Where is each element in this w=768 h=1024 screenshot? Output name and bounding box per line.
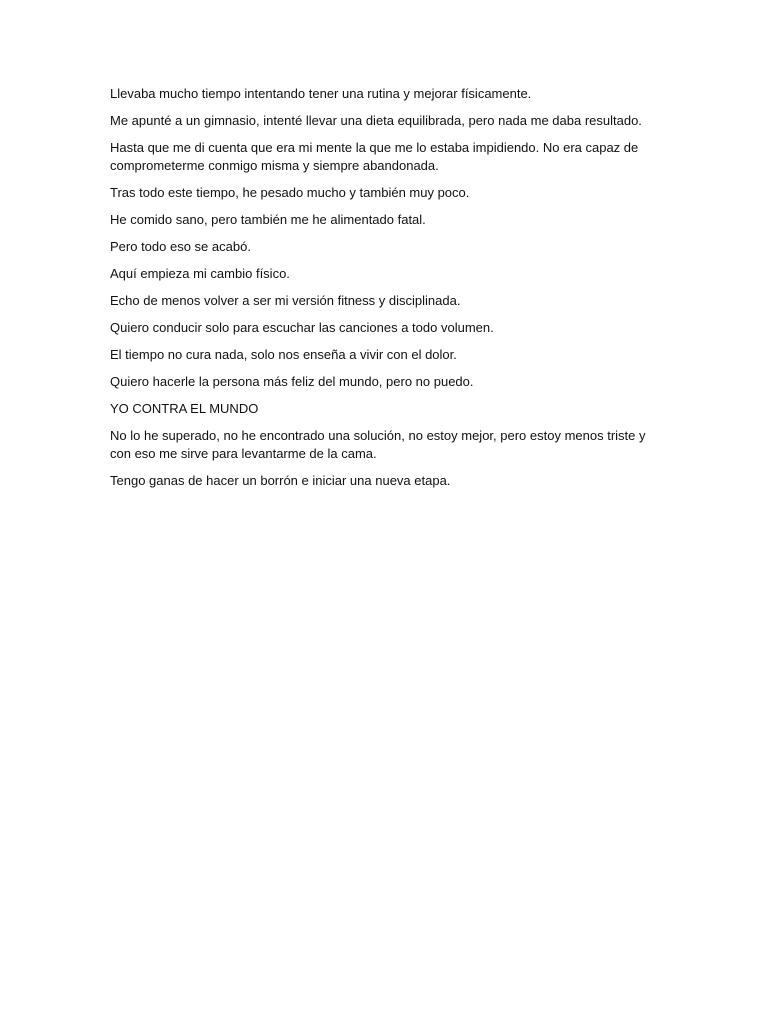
paragraph: Tengo ganas de hacer un borrón e iniciar una nueva etapa. xyxy=(110,473,451,488)
paragraph: Hasta que me di cuenta que era mi mente la que me lo estaba impidiendo. No era capaz de comprometerme conmigo misma y siempre abandonada. xyxy=(110,140,639,173)
paragraph: Llevaba mucho tiempo intentando tener una rutina y mejorar físicamente. xyxy=(110,86,532,101)
paragraph: Me apunté a un gimnasio, intenté llevar una dieta equilibrada, pero nada me daba resultado. xyxy=(110,113,642,128)
paragraph: He comido sano, pero también me he alimentado fatal. xyxy=(110,212,426,227)
heading-line: YO CONTRA EL MUNDO xyxy=(110,401,259,416)
paragraph: El tiempo no cura nada, solo nos enseña a vivir con el dolor. xyxy=(110,347,457,362)
paragraph: Pero todo eso se acabó. xyxy=(110,239,251,254)
paragraph: Tras todo este tiempo, he pesado mucho y también muy poco. xyxy=(110,185,470,200)
paragraph: Quiero conducir solo para escuchar las canciones a todo volumen. xyxy=(110,320,494,335)
paragraph: Quiero hacerle la persona más feliz del mundo, pero no puedo. xyxy=(110,374,474,389)
paragraph: Aquí empieza mi cambio físico. xyxy=(110,266,290,281)
paragraph: Echo de menos volver a ser mi versión fitness y disciplinada. xyxy=(110,293,461,308)
document-body xyxy=(110,85,655,499)
paragraph: No lo he superado, no he encontrado una solución, no estoy mejor, pero estoy menos triste y con eso me sirve para levantarme de la cama. xyxy=(110,428,646,461)
